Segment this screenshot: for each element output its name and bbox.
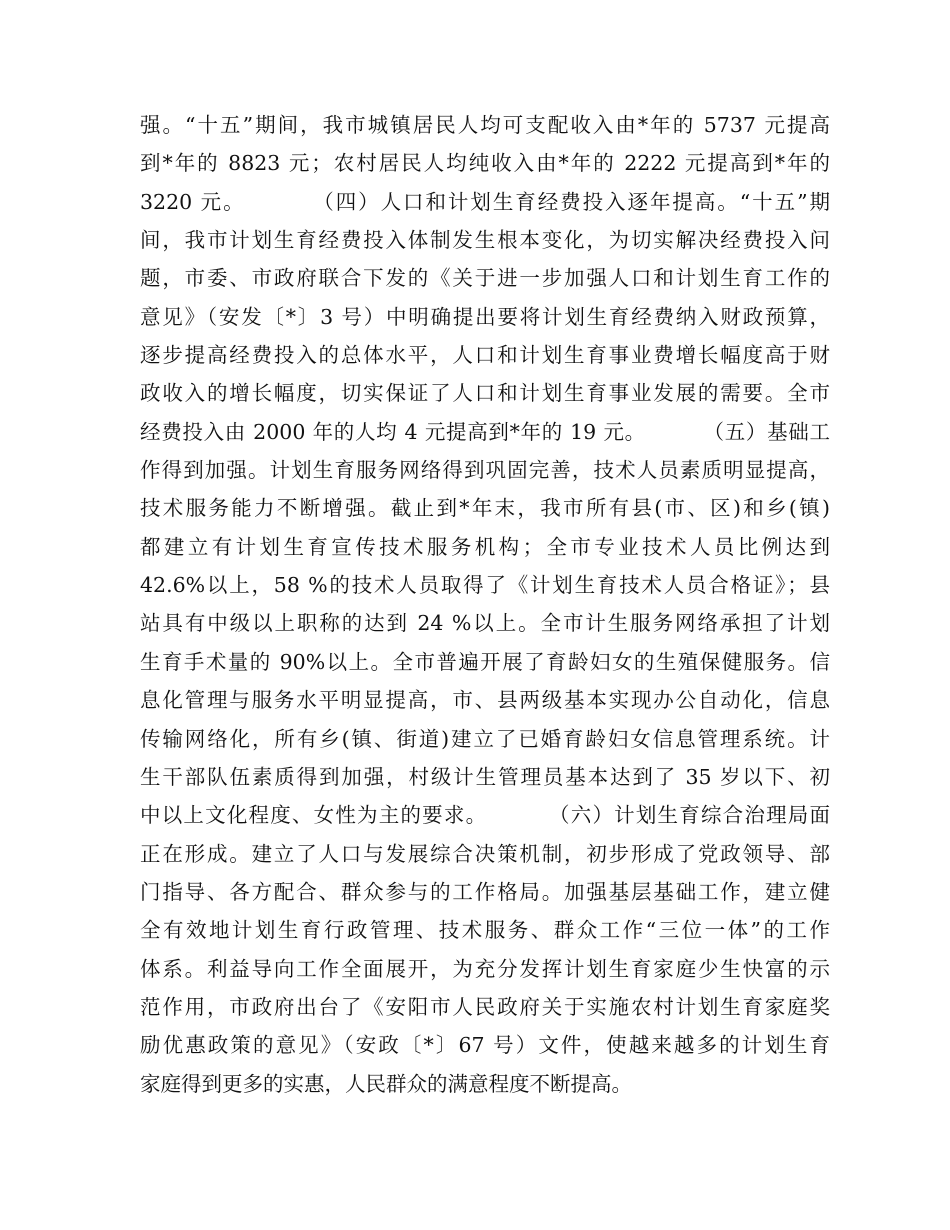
body-text xyxy=(140,106,830,1103)
text-line: 全有效地计划生育行政管理、技术服务、群众工作“三位一体”的工作 xyxy=(140,918,830,943)
text-line: 政收入的增长幅度，切实保证了人口和计划生育事业发展的需要。全市 xyxy=(140,381,830,406)
text-line: 逐步提高经费投入的总体水平，人口和计划生育事业费增长幅度高于财 xyxy=(140,343,830,368)
text-line: 站具有中级以上职称的达到 24 %以上。全市计生服务网络承担了计划 xyxy=(140,611,830,636)
text-line: 正在形成。建立了人口与发展综合决策机制，初步形成了党政领导、部 xyxy=(140,841,830,866)
text-line: 励优惠政策的意见》（安政〔*〕67 号）文件，使越来越多的计划生育 xyxy=(140,1033,830,1058)
text-line: 作得到加强。计划生育服务网络得到巩固完善，技术人员素质明显提高， xyxy=(140,458,830,483)
text-line: 到*年的 8823 元；农村居民人均纯收入由*年的 2222 元提高到*年的 xyxy=(140,151,830,176)
text-line: 家庭得到更多的实惠，人民群众的满意程度不断提高。 xyxy=(140,1071,632,1096)
text-line: 范作用，市政府出台了《安阳市人民政府关于实施农村计划生育家庭奖 xyxy=(140,994,830,1019)
text-line: 3220 元。 （四）人口和计划生育经费投入逐年提高。“十五”期 xyxy=(140,189,830,214)
text-line: 意见》（安发〔*〕3 号）中明确提出要将计划生育经费纳入财政预算， xyxy=(140,304,830,329)
text-line: 生干部队伍素质得到加强，村级计生管理员基本达到了 35 岁以下、初 xyxy=(140,764,830,789)
text-line: 经费投入由 2000 年的人均 4 元提高到*年的 19 元。 （五）基础工 xyxy=(140,419,830,444)
text-line: 传输网络化，所有乡(镇、街道)建立了已婚育龄妇女信息管理系统。计 xyxy=(140,726,830,751)
text-line: 都建立有计划生育宣传技术服务机构；全市专业技术人员比例达到 xyxy=(140,534,830,559)
text-line: 中以上文化程度、女性为主的要求。 （六）计划生育综合治理局面 xyxy=(140,803,830,828)
text-line: 息化管理与服务水平明显提高，市、县两级基本实现办公自动化，信息 xyxy=(140,688,830,713)
text-line: 技术服务能力不断增强。截止到*年末，我市所有县(市、区)和乡(镇) xyxy=(140,496,830,521)
text-line: 生育手术量的 90%以上。全市普遍开展了育龄妇女的生殖保健服务。信 xyxy=(140,649,830,674)
text-line: 门指导、各方配合、群众参与的工作格局。加强基层基础工作，建立健 xyxy=(140,879,830,904)
text-line: 强。“十五”期间，我市城镇居民人均可支配收入由*年的 5737 元提高 xyxy=(140,113,830,137)
text-line: 42.6%以上，58 %的技术人员取得了《计划生育技术人员合格证》；县 xyxy=(140,573,830,598)
text-line: 间，我市计划生育经费投入体制发生根本变化，为切实解决经费投入问 xyxy=(140,228,830,253)
text-line: 题，市委、市政府联合下发的《关于进一步加强人口和计划生育工作的 xyxy=(140,266,830,291)
text-line: 体系。利益导向工作全面展开，为充分发挥计划生育家庭少生快富的示 xyxy=(140,956,830,981)
